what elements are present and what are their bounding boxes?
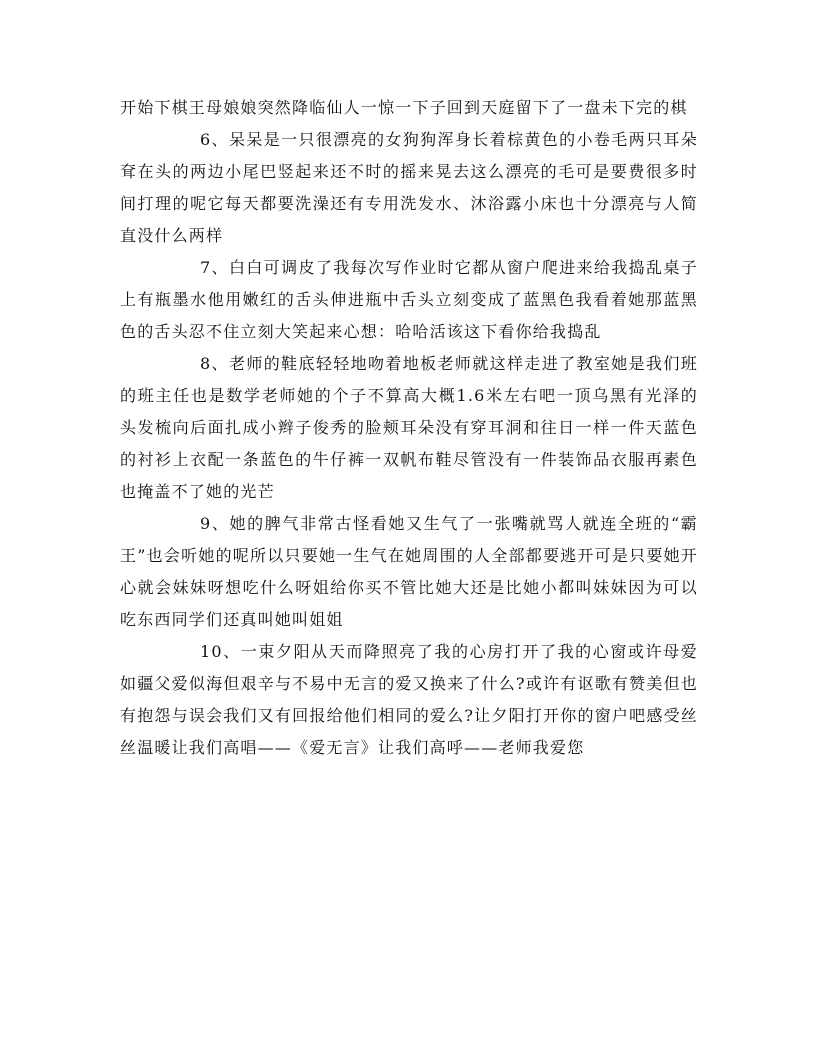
paragraph-9: 9、她的脾气非常古怪看她又生气了一张嘴就骂人就连全班的“霸王”也会听她的呢所以只要她一生气在她周围的人全部都要逃开可是只要她开心就会妹妹呀想吃什么呀姐给你买不管比她大还是比她小都叫妹妹因为可以吃东西同学们还真叫她叫姐姐 (120, 514, 698, 629)
paragraph-8: 8、老师的鞋底轻轻地吻着地板老师就这样走进了教室她是我们班的班主任也是数学老师她的个子不算高大概1.6米左右吧一顶乌黑有光泽的头发梳向后面扎成小辫子俊秀的脸颊耳朵没有穿耳洞和往日一样一件天蓝色的衬衫上衣配一条蓝色的牛仔裤一双帆布鞋尽管没有一件装饰品衣服再素色也掩盖不了她的光芒 (120, 354, 698, 501)
paragraph-continuation: 开始下棋王母娘娘突然降临仙人一惊一下子回到天庭留下了一盘未下完的棋 (120, 98, 688, 117)
paragraph-10: 10、一束夕阳从天而降照亮了我的心房打开了我的心窗或许母爱如疆父爱似海但艰辛与不易中无言的爱又换来了什么?或许有讴歌有赞美但也有抱怨与误会我们又有回报给他们相同的爱么?让夕阳打开你的窗户吧感受丝丝温暖让我们高唱——《爱无言》让我们高呼——老师我爱您 (120, 642, 698, 757)
document-body (120, 92, 698, 764)
paragraph-7: 7、白白可调皮了我每次写作业时它都从窗户爬进来给我捣乱桌子上有瓶墨水他用嫩红的舌头伸进瓶中舌头立刻变成了蓝黑色我看着她那蓝黑色的舌头忍不住立刻大笑起来心想：哈哈活该这下看你给我捣乱 (120, 258, 698, 341)
paragraph-6: 6、呆呆是一只很漂亮的女狗狗浑身长着棕黄色的小卷毛两只耳朵耷在头的两边小尾巴竖起来还不时的摇来晃去这么漂亮的毛可是要费很多时间打理的呢它每天都要洗澡还有专用洗发水、沐浴露小床也十分漂亮与人简直没什么两样 (120, 130, 698, 245)
